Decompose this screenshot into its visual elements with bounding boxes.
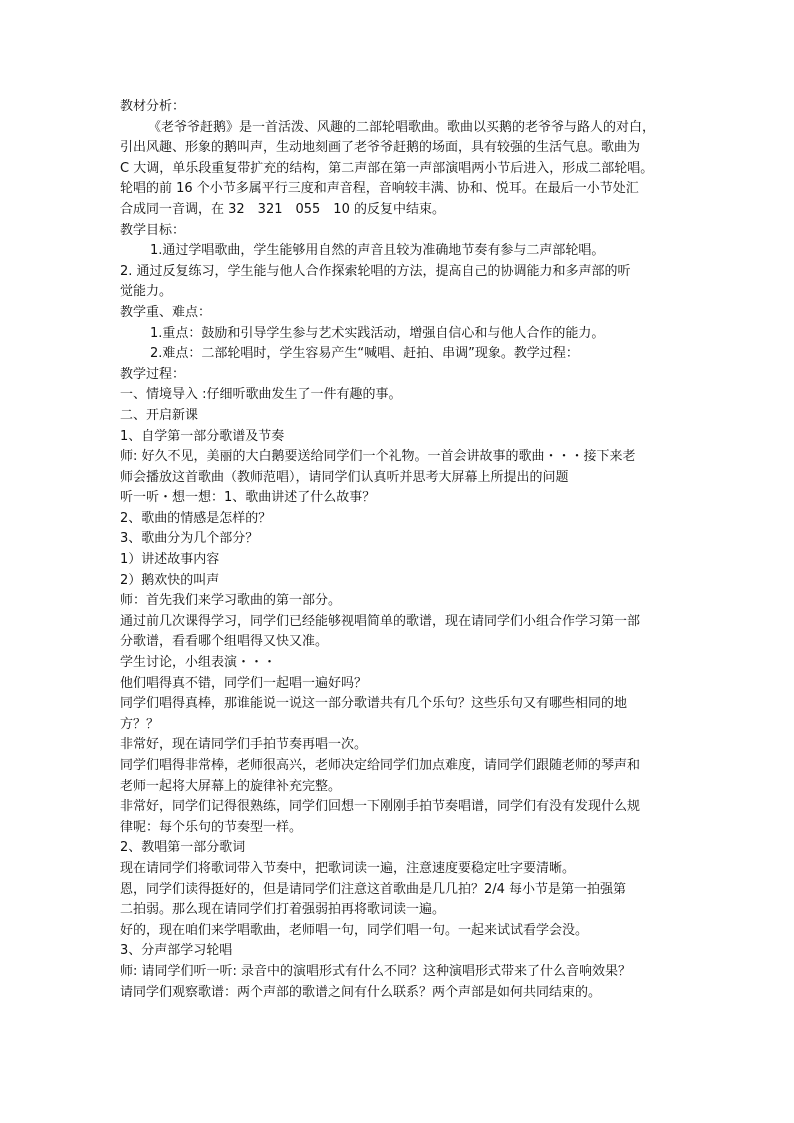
paragraph-line: 合成同一音调，在 32 321 055 10 的反复中结束。 (120, 201, 445, 217)
paragraph-line: 二拍弱。那么现在请同学们打着强弱拍再将歌词读一遍。 (120, 902, 446, 918)
paragraph-line: 非常好，同学们记得很熟练，同学们回想一下刚刚手拍节奏唱谱，同学们有没有发现什么规 (120, 799, 641, 815)
heading-key-points: 教学重、难点： (120, 304, 212, 320)
heading-material-analysis: 教材分析： (120, 99, 186, 114)
paragraph-line: 师: 请同学们听一听: 录音中的演唱形式有什么不同？这种演唱形式带来了什么音响效果？ (120, 963, 632, 979)
heading-teaching-goals: 教学目标： (120, 222, 186, 238)
paragraph-line: 现在请同学们将歌词带入节奏中，把歌词读一遍，注意速度要稳定吐字要清晰。 (120, 860, 576, 876)
goal-item: 2. 通过反复练习，学生能与他人合作探索轮唱的方法，提高自己的协调能力和多声部的听 (120, 263, 631, 279)
paragraph-line: 老师一起将大屏幕上的旋律补充完整。 (120, 778, 342, 794)
paragraph-line: 学生讨论，小组表演・・・ (120, 655, 277, 671)
paragraph-line: 引出风趣、形象的鹅叫声，生动地刻画了老爷爷赶鹅的场面，具有较强的生活气息。歌曲为 (120, 140, 641, 156)
heading-teaching-process: 教学过程： (120, 366, 186, 382)
paragraph-line: 师：首先我们来学习歌曲的第一部分。 (120, 593, 342, 609)
paragraph-line: 师: 好久不见，美丽的大白鹅要送给同学们一个礼物。一首会讲故事的歌曲・・・接下来老 (120, 449, 636, 465)
section-heading: 一、情境导入 :仔细听歌曲发生了一件有趣的事。 (120, 387, 402, 403)
paragraph-line: 3、歌曲分为几个部分？ (120, 531, 259, 547)
paragraph-line: 分歌谱，看看哪个组唱得又快又准。 (120, 634, 329, 650)
paragraph-line: 1）讲述故事内容 (120, 552, 220, 568)
subsection-heading: 1、自学第一部分歌谱及节奏 (120, 428, 285, 444)
document-page (120, 97, 680, 1003)
goal-item: 1.通过学唱歌曲，学生能够用自然的声音且较为准确地节奏有参与二声部轮唱。 (150, 243, 605, 259)
paragraph-line: 方？？ (120, 716, 160, 732)
paragraph-line: 觉能力。 (120, 284, 173, 300)
paragraph-line: 请同学们观察歌谱：两个声部的歌谱之间有什么联系？两个声部是如何共同结束的。 (120, 984, 602, 1000)
key-point-item: 1.重点：鼓励和引导学生参与艺术实践活动，增强自信心和与他人合作的能力。 (150, 325, 605, 341)
paragraph-line: 非常好，现在请同学们手拍节奏再唱一次。 (120, 737, 368, 753)
paragraph-line: 好的，现在咱们来学唱歌曲，老师唱一句，同学们唱一句。一起来试试看学会没。 (120, 922, 589, 938)
section-heading: 二、开启新课 (120, 407, 199, 423)
paragraph-line: 听一听・想一想：1、歌曲讲述了什么故事？ (120, 490, 376, 506)
paragraph-line: 同学们唱得非常棒，老师很高兴，老师决定给同学们加点难度，请同学们跟随老师的琴声和 (120, 758, 641, 773)
paragraph-line: 轮唱的前 16 个小节多属平行三度和声音程，音响较丰满、协和、悦耳。在最后一小节处汇 (120, 181, 639, 197)
subsection-heading: 2、教唱第一部分歌词 (120, 840, 246, 856)
paragraph-line: 通过前几次课得学习，同学们已经能够视唱简单的歌谱，现在请同学们小组合作学习第一部 (120, 613, 641, 629)
paragraph-line: 同学们唱得真棒，那谁能说一说这一部分歌谱共有几个乐句？这些乐句又有哪些相同的地 (120, 696, 628, 712)
paragraph-line: 《老爷爷赶鹅》是一首活泼、风趣的二部轮唱歌曲。歌曲以买鹅的老爷爷与路人的对白， (148, 119, 656, 135)
paragraph-line: 恩，同学们读得挺好的，但是请同学们注意这首歌曲是几几拍？2/4 每小节是第一拍强第 (120, 881, 627, 897)
paragraph-line: 2、歌曲的情感是怎样的？ (120, 510, 272, 526)
paragraph-line: 他们唱得真不错，同学们一起唱一遍好吗？ (120, 675, 368, 691)
paragraph-line: 2）鹅欢快的叫声 (120, 572, 220, 588)
paragraph-line: C 大调，单乐段重复带扩充的结构，第二声部在第一声部演唱两小节后进入，形成二部轮唱。 (120, 160, 654, 176)
paragraph-line: 师会播放这首歌曲（教师范唱），请同学们认真听并思考大屏幕上所提出的问题 (120, 469, 569, 485)
key-point-item: 2.难点：二部轮唱时，学生容易产生“喊唱、赶拍、串调”现象。教学过程： (150, 346, 579, 362)
paragraph-line: 律呢：每个乐句的节奏型一样。 (120, 819, 303, 835)
subsection-heading: 3、分声部学习轮唱 (120, 943, 233, 959)
